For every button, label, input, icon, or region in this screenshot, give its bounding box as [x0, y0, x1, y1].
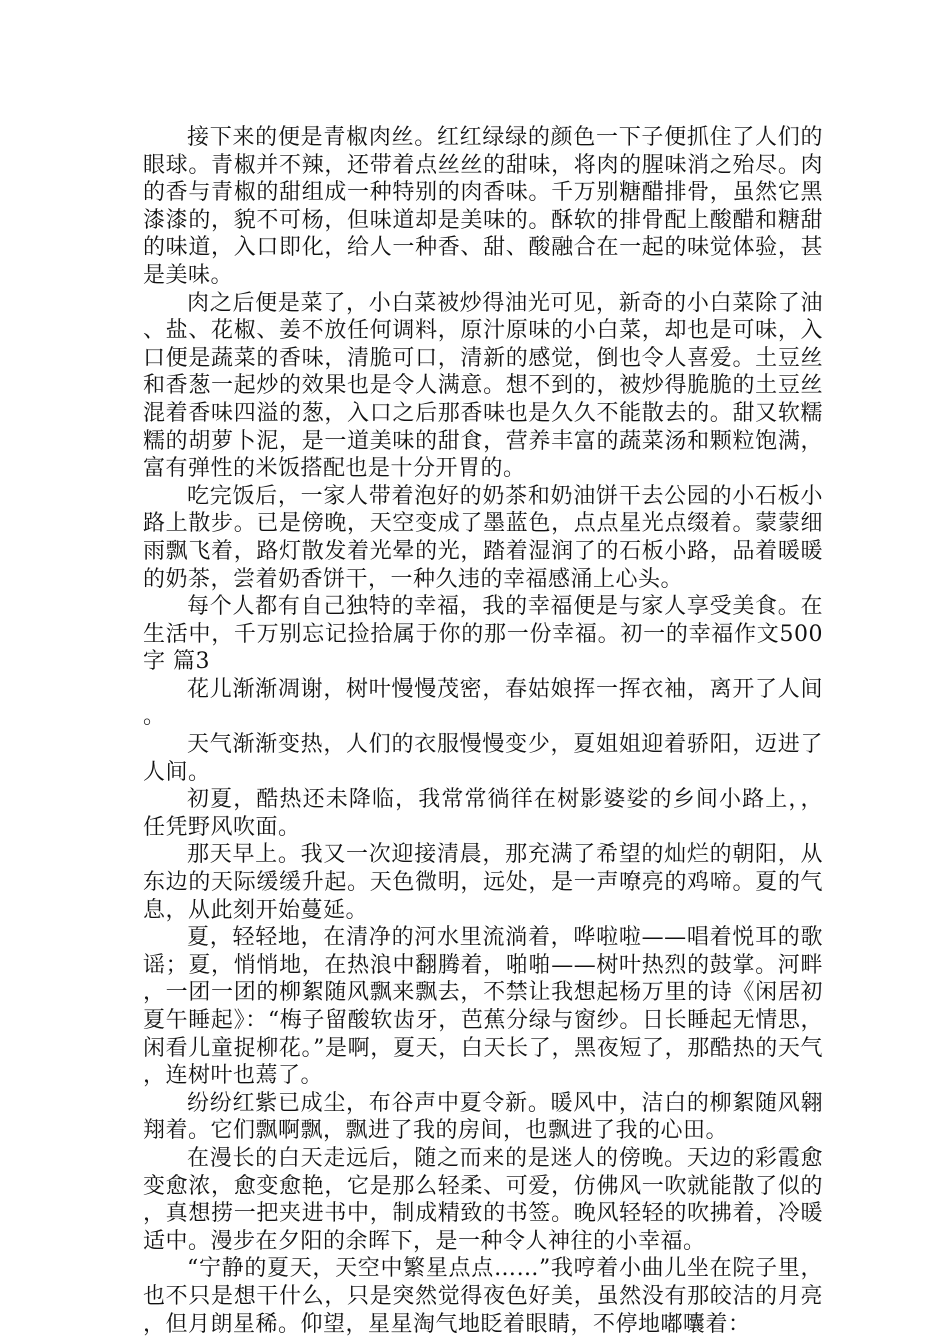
body-text: [143, 124, 823, 1338]
paragraph: 花儿渐渐凋谢，树叶慢慢茂密，春姑娘挥一挥衣袖，离开了人间。: [143, 676, 823, 730]
paragraph: 接下来的便是青椒肉丝。红红绿绿的颜色一下子便抓住了人们的眼球。青椒并不辣，还带着点丝丝的甜味，将肉的腥味消之殆尽。肉的香与青椒的甜组成一种特别的肉香味。千万别糖醋排骨，虽然它黑漆漆的，貌不可杨，但味道却是美味的。酥软的排骨配上酸醋和糖甜的味道，入口即化，给人一种香、甜、酸融合在一起的味觉体验，甚是美味。: [143, 125, 823, 288]
paragraph: 每个人都有自己独特的幸福，我的幸福便是与家人享受美食。在生活中，千万别忘记捡拾属于你的那一份幸福。初一的幸福作文500字 篇3: [143, 594, 823, 675]
paragraph: 纷纷红紫已成尘，布谷声中夏令新。暖风中，洁白的柳絮随风翱翔着。它们飘啊飘，飘进了我的房间，也飘进了我的心田。: [143, 1090, 823, 1144]
paragraph: 在漫长的白天走远后，随之而来的是迷人的傍晚。天边的彩霞愈变愈浓，愈变愈艳，它是那么轻柔、可爱，仿佛风一吹就能散了似的，真想捞一把夹进书中，制成精致的书签。晚风轻轻的吹拂着，冷暖适中。漫步在夕阳的余晖下，是一种令人神往的小幸福。: [143, 1145, 823, 1254]
paragraph: 天气渐渐变热，人们的衣服慢慢变少，夏姐姐迎着骄阳，迈进了人间。: [143, 732, 823, 785]
paragraph: “宁静的夏天，天空中繁星点点……”我哼着小曲儿坐在院子里，也不只是想干什么，只是突然觉得夜色好美，虽然没有那皎洁的月亮，但月朗星稀。仰望，星星淘气地眨着眼睛，不停地嘟囔着：: [143, 1256, 823, 1337]
paragraph: 吃完饭后，一家人带着泡好的奶茶和奶油饼干去公园的小石板小路上散步。已是傍晚，天空变成了墨蓝色，点点星光点缀着。蒙蒙细雨飘飞着，路灯散发着光晕的光，踏着湿润了的石板小路，品着暖暖的奶茶，尝着奶香饼干，一种久违的幸福感涌上心头。: [143, 483, 823, 592]
paragraph: 肉之后便是菜了，小白菜被炒得油光可见，新奇的小白菜除了油、盐、花椒、姜不放任何调料，原汁原味的小白菜，却也是可味，入口便是蔬菜的香味，清脆可口，清新的感觉，倒也令人喜爱。土豆丝和香葱一起炒的效果也是令人满意。想不到的，被炒得脆脆的土豆丝混着香味四溢的葱，入口之后那香味也是久久不能散去的。甜又软糯糯的胡萝卜泥，是一道美味的甜食，营养丰富的蔬菜汤和颗粒饱满，富有弹性的米饭搭配也是十分开胃的。: [143, 290, 823, 482]
paragraph: 初夏，酷热还未降临，我常常徜徉在树影婆娑的乡间小路上，，任凭野风吹面。: [143, 787, 823, 840]
paragraph: 那天早上。我又一次迎接清晨，那充满了希望的灿烂的朝阳，从东边的天际缓缓升起。天色微明，远处，是一声嘹亮的鸡啼。夏的气息，从此刻开始蔓延。: [143, 842, 823, 923]
paragraph: 夏，轻轻地，在清净的河水里流淌着，哗啦啦——唱着悦耳的歌谣；夏，悄悄地，在热浪中翻腾着，啪啪——树叶热烈的鼓掌。河畔，一团一团的柳絮随风飘来飘去，不禁让我想起杨万里的诗《闲居初夏午睡起》：“梅子留酸软齿牙，芭蕉分绿与窗纱。日长睡起无情思，闲看儿童捉柳花。”是啊，夏天，白天长了，黑夜短了，那酷热的天气，连树叶也蔫了。: [143, 925, 823, 1089]
